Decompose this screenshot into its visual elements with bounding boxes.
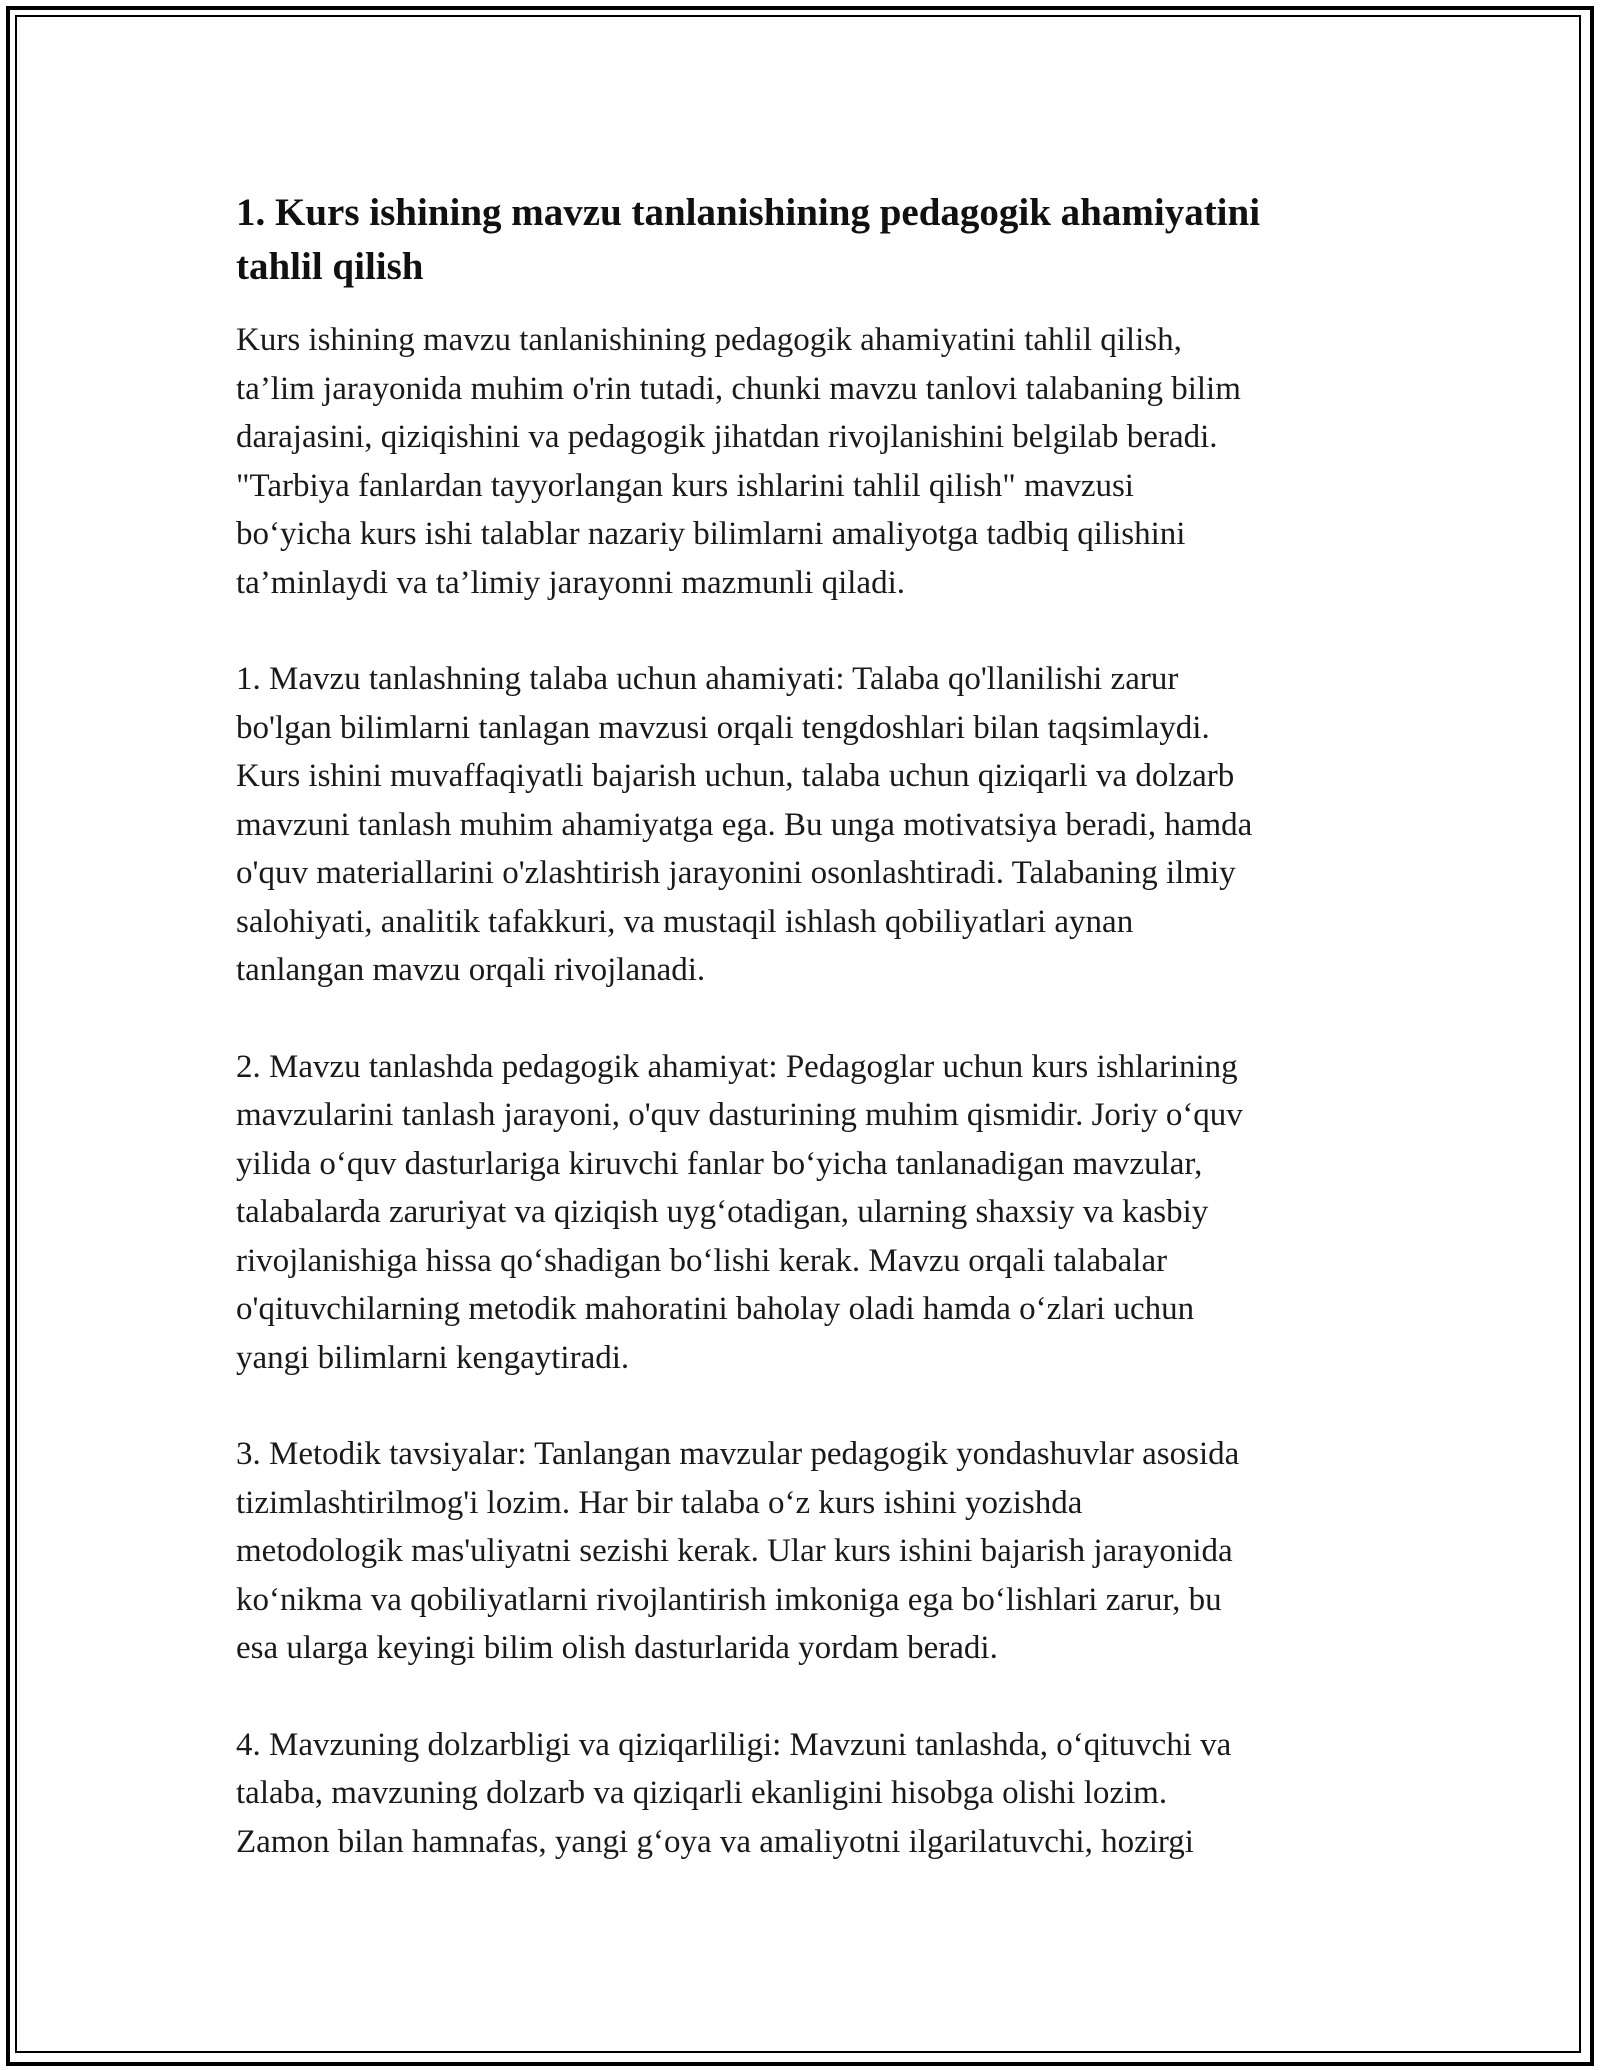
text-line: salohiyati, analitik tafakkuri, va mustaqil ishlash qobiliyatlari aynan — [236, 903, 1134, 940]
text-line: tizimlashtirilmog'i lozim. Har bir talaba o‘z kurs ishini yozishda — [236, 1484, 1083, 1521]
text-line: bo‘yicha kurs ishi talablar nazariy bilimlarni amaliyotga tadbiq qilishini — [236, 516, 1186, 552]
paragraph-point-4 — [236, 1721, 1376, 1867]
paragraph-point-1 — [236, 655, 1376, 995]
text-line: rivojlanishiga hissa qo‘shadigan bo‘lishi kerak. Mavzu orqali talabalar — [236, 1242, 1168, 1279]
document-body — [236, 186, 1376, 1914]
text-line: yilida o‘quv dasturlariga kiruvchi fanlar bo‘yicha tanlanadigan mavzular, — [236, 1145, 1203, 1182]
heading-line: 1. Kurs ishining mavzu tanlanishining pedagogik ahamiyatini — [236, 191, 1261, 234]
text-line: "Tarbiya fanlardan tayyorlangan kurs ishlarini tahlil qilish" mavzusi — [236, 467, 1134, 504]
text-line: bo'lgan bilimlarni tanlagan mavzusi orqali tengdoshlari bilan taqsimlaydi. — [236, 709, 1210, 746]
text-line: o'quv materiallarini o'zlashtirish jarayonini osonlashtiradi. Talabaning ilmiy — [236, 855, 1236, 891]
text-line: ta’lim jarayonida muhim o'rin tutadi, chunki mavzu tanlovi talabaning bilim — [236, 370, 1241, 407]
text-line: ta’minlaydi va ta’limiy jarayonni mazmunli qiladi. — [236, 564, 905, 601]
text-line: ko‘nikma va qobiliyatlarni rivojlantirish imkoniga ega bo‘lishlari zarur, bu — [236, 1581, 1222, 1618]
text-line: tanlangan mavzu orqali rivojlanadi. — [236, 952, 706, 988]
text-line: 3. Metodik tavsiyalar: Tanlangan mavzular pedagogik yondashuvlar asosida — [236, 1436, 1240, 1472]
paragraph-point-3 — [236, 1430, 1376, 1673]
paragraph-point-2 — [236, 1043, 1376, 1383]
text-line: darajasini, qiziqishini va pedagogik jihatdan rivojlanishini belgilab beradi. — [236, 419, 1218, 455]
text-line: talabalarda zaruriyat va qiziqish uyg‘otadigan, ularning shaxsiy va kasbiy — [236, 1194, 1209, 1230]
text-line: 4. Mavzuning dolzarbligi va qiziqarliligi: Mavzuni tanlashda, o‘qituvchi va — [236, 1726, 1232, 1763]
text-line: talaba, mavzuning dolzarb va qiziqarli ekanligini hisobga olishi lozim. — [236, 1775, 1168, 1811]
text-line: mavzularini tanlash jarayoni, o'quv dasturining muhim qismidir. Joriy o‘quv — [236, 1097, 1243, 1133]
section-heading — [236, 186, 1376, 294]
text-line: 2. Mavzu tanlashda pedagogik ahamiyat: Pedagoglar uchun kurs ishlarining — [236, 1048, 1238, 1085]
text-line: metodologik mas'uliyatni sezishi kerak. Ular kurs ishini bajarish jarayonida — [236, 1533, 1233, 1569]
text-line: Zamon bilan hamnafas, yangi g‘oya va amaliyotni ilgarilatuvchi, hozirgi — [236, 1823, 1194, 1860]
text-line: Kurs ishining mavzu tanlanishining pedagogik ahamiyatini tahlil qilish, — [236, 322, 1182, 358]
text-line: esa ularga keyingi bilim olish dasturlarida yordam beradi. — [236, 1630, 998, 1666]
text-line: o'qituvchilarning metodik mahoratini baholay oladi hamda o‘zlari uchun — [236, 1291, 1195, 1327]
text-line: Kurs ishini muvaffaqiyatli bajarish uchun, talaba uchun qiziqarli va dolzarb — [236, 758, 1235, 794]
heading-line: tahlil qilish — [236, 245, 424, 288]
paragraph-intro — [236, 316, 1376, 607]
text-line: yangi bilimlarni kengaytiradi. — [236, 1339, 630, 1376]
text-line: 1. Mavzu tanlashning talaba uchun ahamiyati: Talaba qo'llanilishi zarur — [236, 661, 1179, 697]
text-line: mavzuni tanlash muhim ahamiyatga ega. Bu unga motivatsiya beradi, hamda — [236, 806, 1253, 843]
